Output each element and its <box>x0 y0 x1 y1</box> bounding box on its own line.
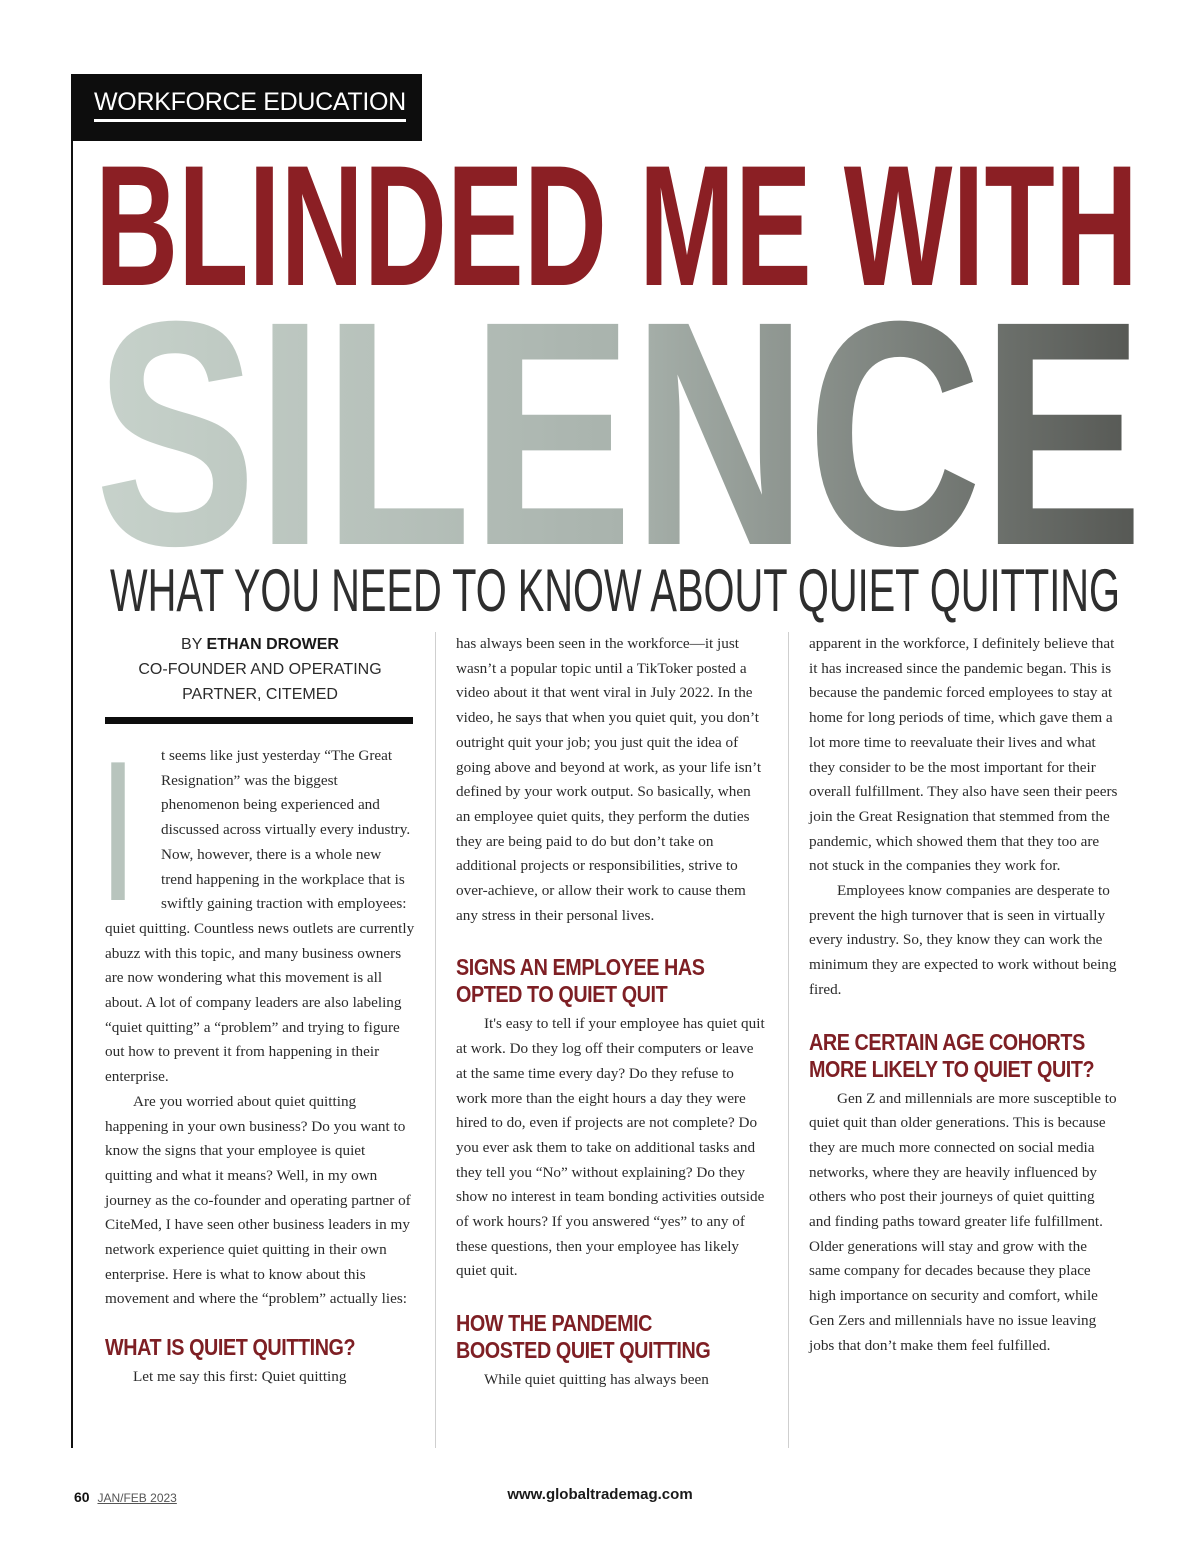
article-paragraph: apparent in the workforce, I definitely believe that it has increased since the pandemic began. This is because the pandemic forced employees to stay at home for long periods of time, which gave them a lot more time to reevaluate their lives and what they consider to be the most important for their overall fulfillment. They also have seen their peers join the Great Resignation that stemmed from the pandemic, which showed them that they too are not stuck in the companies they work for. <box>809 635 1118 875</box>
subtitle <box>110 555 1125 625</box>
section-heading: ARE CERTAIN AGE COHORTS MORE LIKELY TO QUIET QUIT? <box>809 1028 1095 1082</box>
author-title-line1: CO-FOUNDER AND OPERATING <box>138 661 382 678</box>
left-vertical-rule <box>71 74 73 1448</box>
section-heading: WHAT IS QUIET QUITTING? <box>105 1334 356 1361</box>
footer-folio <box>74 1489 177 1505</box>
subtitle-text: WHAT YOU NEED TO KNOW ABOUT QUIET QUITTING <box>110 557 1120 624</box>
article-paragraph: Let me say this first: Quiet quitting <box>133 1368 347 1386</box>
article-column-3 <box>809 632 1119 1358</box>
article-paragraph: t seems like just yesterday “The Great Resignation” was the biggest phenomenon being experienced and discussed across virtually every industry. Now, however, there is a whole new trend happening in the workplace that is swiftly gaining traction with employees: quiet quitting. Countless news outlets are currently abuzz with this topic, and many business owners are now wondering what this movement is all about. A lot of company leaders are also labeling “quiet quitting” a “problem” and trying to figure out how to prevent it from happening in their enterprise. <box>105 747 415 1086</box>
section-heading: HOW THE PANDEMIC BOOSTED QUIET QUITTING <box>456 1310 711 1364</box>
article-column-2 <box>456 632 766 1393</box>
drop-cap-letter: I <box>105 720 131 943</box>
section-heading: SIGNS AN EMPLOYEE HAS OPTED TO QUIET QUIT <box>456 954 705 1008</box>
headline-line1-text: BLINDED ME WITH <box>95 130 1138 322</box>
issue-date: JAN/FEB 2023 <box>97 1491 177 1505</box>
article-paragraph: While quiet quitting has always been <box>484 1371 709 1389</box>
author-title-line2: PARTNER, CITEMED <box>182 686 338 703</box>
article-paragraph: Are you worried about quiet quitting happening in your own business? Do you want to know the signs that your employee is quiet quitting and what it means? Well, in my own journey as the co-founder and operating partner of CiteMed, I have seen other business leaders in my network experience quiet quitting in their own enterprise. Here is what to know about this movement and where the “problem” actually lies: <box>105 1092 411 1308</box>
byline-prefix: BY <box>181 636 203 653</box>
drop-cap <box>105 720 155 943</box>
article-column-1 <box>105 720 415 1390</box>
footer-url[interactable]: www.globaltrademag.com <box>507 1486 693 1503</box>
page-number: 60 <box>74 1489 90 1505</box>
article-paragraph: Employees know companies are desperate to prevent the high turnover that is seen in virtually every industry. So, they know they can work the minimum they are expected to work without being fired. <box>809 882 1117 998</box>
article-paragraph: has always been seen in the workforce—it just wasn’t a popular topic until a TikToker posted a video about it that went viral in July 2022. In the video, he says that when you quiet quit, you don’t outright quit your job; you just quit the idea of going above and beyond at work, as your life isn’t defined by your work output. So basically, when an employee quiet quits, they perform the duties they are being paid to do but don’t take on additional projects or responsibilities, strive to over-achieve, or allow their work to cause them any stress in their personal lives. <box>456 635 762 924</box>
article-paragraph: Gen Z and millennials are more susceptible to quiet quit than older generations. This is because they are much more connected on social media networks, where they are heavily influenced by others who post their journeys of quiet quitting and finding paths toward greater life fulfillment. Older generations will stay and grow with the same company for decades because they place high importance on security and comfort, while Gen Zers and millennials have no issue leaving jobs that don’t make them feel fulfilled. <box>809 1089 1117 1354</box>
section-label: WORKFORCE EDUCATION <box>94 88 406 122</box>
byline <box>105 632 415 707</box>
headline-line2-text: SILENCE <box>95 254 1143 612</box>
column-separator <box>435 632 436 1448</box>
article-paragraph: It's easy to tell if your employee has quiet quit at work. Do they log off their computers or leave at the same time every day? Do they refuse to work more than the eight hours a day they were hired to do, even if projects are not complete? Do you ever ask them to take on additional tasks and they tell you “No” without explaining? Do they show no interest in team bonding activities outside of work hours? If you answered “yes” to any of these questions, then your employee has likely quiet quit. <box>456 1015 765 1280</box>
author-name: ETHAN DROWER <box>206 636 339 653</box>
byline-rule <box>105 717 413 724</box>
column-separator <box>788 632 789 1448</box>
